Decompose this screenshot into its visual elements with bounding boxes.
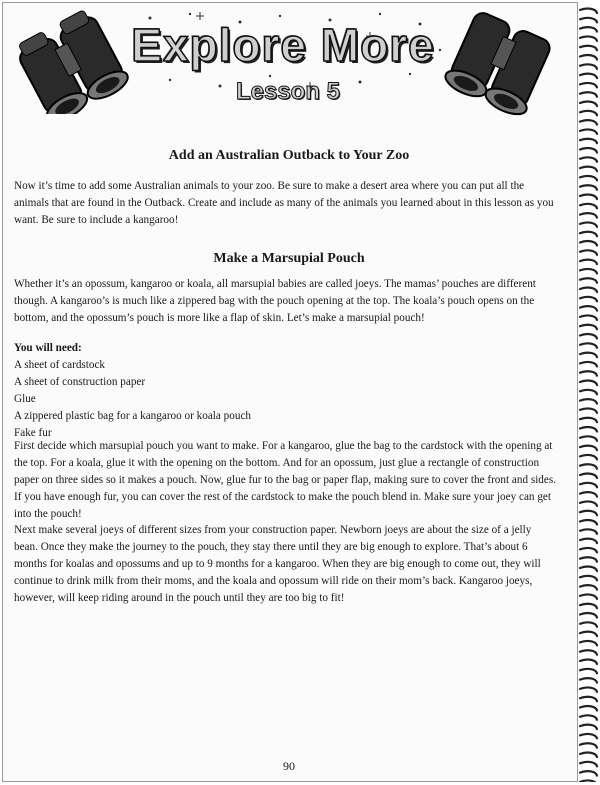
- spiral-coil: [580, 64, 597, 68]
- spiral-coil: [580, 474, 597, 478]
- spiral-coil: [580, 501, 597, 505]
- list-item: A sheet of construction paper: [14, 376, 146, 388]
- spiral-coil: [580, 492, 597, 496]
- lesson-header: [0, 0, 578, 130]
- spiral-coil: [580, 343, 597, 347]
- spiral-coil: [580, 557, 597, 561]
- spiral-coil: [580, 148, 597, 152]
- spiral-coil: [580, 9, 597, 13]
- spiral-coil: [580, 195, 597, 199]
- spiral-coil: [580, 353, 597, 357]
- spiral-coil: [580, 288, 597, 292]
- spiral-coil: [580, 762, 597, 766]
- spiral-coil: [580, 520, 597, 524]
- spiral-coil: [580, 678, 597, 682]
- supplies-list: [14, 340, 314, 442]
- spiral-coil: [580, 325, 597, 329]
- spiral-coil: [580, 622, 597, 626]
- section-heading: Add an Australian Outback to Your Zoo: [168, 148, 410, 163]
- spiral-coil: [580, 715, 597, 719]
- spiral-coil: [580, 222, 597, 226]
- spiral-coil: [580, 594, 597, 598]
- spiral-coil: [580, 632, 597, 636]
- spiral-coil: [580, 539, 597, 543]
- spiral-coil: [580, 436, 597, 440]
- binoculars-icon: [8, 4, 148, 114]
- spiral-coil: [580, 213, 597, 217]
- spiral-coil: [580, 306, 597, 310]
- spiral-coil: [580, 371, 597, 375]
- page-number: 90: [283, 759, 295, 773]
- spiral-coil: [580, 167, 597, 171]
- spiral-coil: [580, 83, 597, 87]
- spiral-coil: [580, 36, 597, 40]
- lesson-label: Lesson 5: [235, 78, 341, 105]
- spiral-coil: [580, 669, 597, 673]
- spiral-coil: [580, 232, 597, 236]
- spiral-coil: [580, 27, 597, 31]
- spiral-coil: [580, 725, 597, 729]
- spiral-coil: [580, 46, 597, 50]
- spiral-coil: [580, 120, 597, 124]
- list-item: A zippered plastic bag for a kangaroo or koala pouch: [14, 410, 252, 422]
- spiral-coil: [580, 660, 597, 664]
- spiral-coil: [580, 706, 597, 710]
- spiral-coil: [580, 446, 597, 450]
- spiral-coil: [580, 455, 597, 459]
- spiral-coil: [580, 185, 597, 189]
- spiral-coil: [580, 483, 597, 487]
- paragraph: Whether it’s an opossum, kangaroo or koala, all marsupial babies are called joeys. The mamas’ pouches are different though. A kangaroo’s is much like a zippered bag with the pouch opening at the top. The koala’s pouch opens on the bottom, and the opossum’s pouch is more like a flap of skin. Let’s make a marsupial pouch!: [14, 278, 536, 324]
- spiral-coil: [580, 278, 597, 282]
- spiral-coil: [580, 74, 597, 78]
- spiral-coil: [580, 139, 597, 143]
- spiral-coil: [580, 315, 597, 319]
- spiral-coil: [580, 176, 597, 180]
- spiral-coil: [580, 334, 597, 338]
- list-item: A sheet of cardstock: [14, 359, 106, 371]
- paragraph: First decide which marsupial pouch you want to make. For a kangaroo, glue the bag to the cardstock with the opening at the top. For a koala, glue it with the opening on the bottom. And for an opossum, just glue a rectangle of construction paper on three sides so it makes a pouch. Now, glue fur to the bag or paper flap, making sure to cover the front and sides. If you have enough fur, you can cover the rest of the cardstock to make the pouch blend in. Make sure your joey can get into the pouch!: [14, 440, 557, 520]
- spiral-coil: [580, 780, 597, 782]
- spiral-coil: [580, 250, 597, 254]
- spiral-coil: [580, 585, 597, 589]
- spiral-coil: [580, 157, 597, 161]
- spiral-coil: [580, 18, 597, 22]
- spiral-binding: [578, 4, 600, 782]
- paragraph: Next make several joeys of different sizes from your construction paper. Newborn joeys are about the size of a jelly bean. Once they make the journey to the pouch, they stay there until they are big enough to explore. That’s about 6 months for koalas and opossums and up to 9 months for a kangaroo. When they are big enough to come out, they will continue to drink milk from their moms, and the koala and opossum will ride on their mom’s back. Kangaroo joeys, however, will keep riding around in the pouch until they are too big to fit!: [14, 524, 541, 604]
- spiral-coil: [580, 381, 597, 385]
- spiral-coil: [580, 771, 597, 775]
- spiral-coil: [580, 604, 597, 608]
- spiral-coil: [580, 567, 597, 571]
- spiral-coil: [580, 650, 597, 654]
- spiral-coil: [580, 362, 597, 366]
- spiral-coil: [580, 204, 597, 208]
- spiral-coil: [580, 102, 597, 106]
- spiral-coil: [580, 55, 597, 59]
- paragraph: Now it’s time to add some Australian animals to your zoo. Be sure to make a desert area where you can put all the animals that are found in the Outback. Create and include as many of the animals you learned about in this lesson as you want. Be sure to include a kangaroo!: [14, 180, 554, 226]
- spiral-coil: [580, 641, 597, 645]
- spiral-coil: [580, 418, 597, 422]
- list-item: Fake fur: [14, 427, 52, 439]
- spiral-coil: [580, 399, 597, 403]
- spiral-coil: [580, 390, 597, 394]
- spiral-coil: [580, 687, 597, 691]
- page-title: Explore More: [131, 19, 435, 71]
- spiral-coil: [580, 111, 597, 115]
- spiral-coil: [580, 548, 597, 552]
- spiral-coil: [580, 260, 597, 264]
- spiral-coil: [580, 92, 597, 96]
- spiral-coil: [580, 408, 597, 412]
- binoculars-icon: [432, 4, 572, 122]
- list-item: Glue: [14, 393, 36, 405]
- spiral-coil: [580, 697, 597, 701]
- spiral-coil: [580, 464, 597, 468]
- spiral-coil: [580, 753, 597, 757]
- spiral-coil: [580, 129, 597, 133]
- spiral-coil: [580, 511, 597, 515]
- spiral-coil: [580, 269, 597, 273]
- section-heading: Make a Marsupial Pouch: [213, 251, 365, 266]
- supplies-label: You will need:: [14, 342, 82, 354]
- spiral-coil: [580, 576, 597, 580]
- spiral-coil: [580, 241, 597, 245]
- spiral-coil: [580, 734, 597, 738]
- spiral-coil: [580, 297, 597, 301]
- spiral-coil: [580, 743, 597, 747]
- spiral-coil: [580, 529, 597, 533]
- spiral-coil: [580, 427, 597, 431]
- spiral-coil: [580, 613, 597, 617]
